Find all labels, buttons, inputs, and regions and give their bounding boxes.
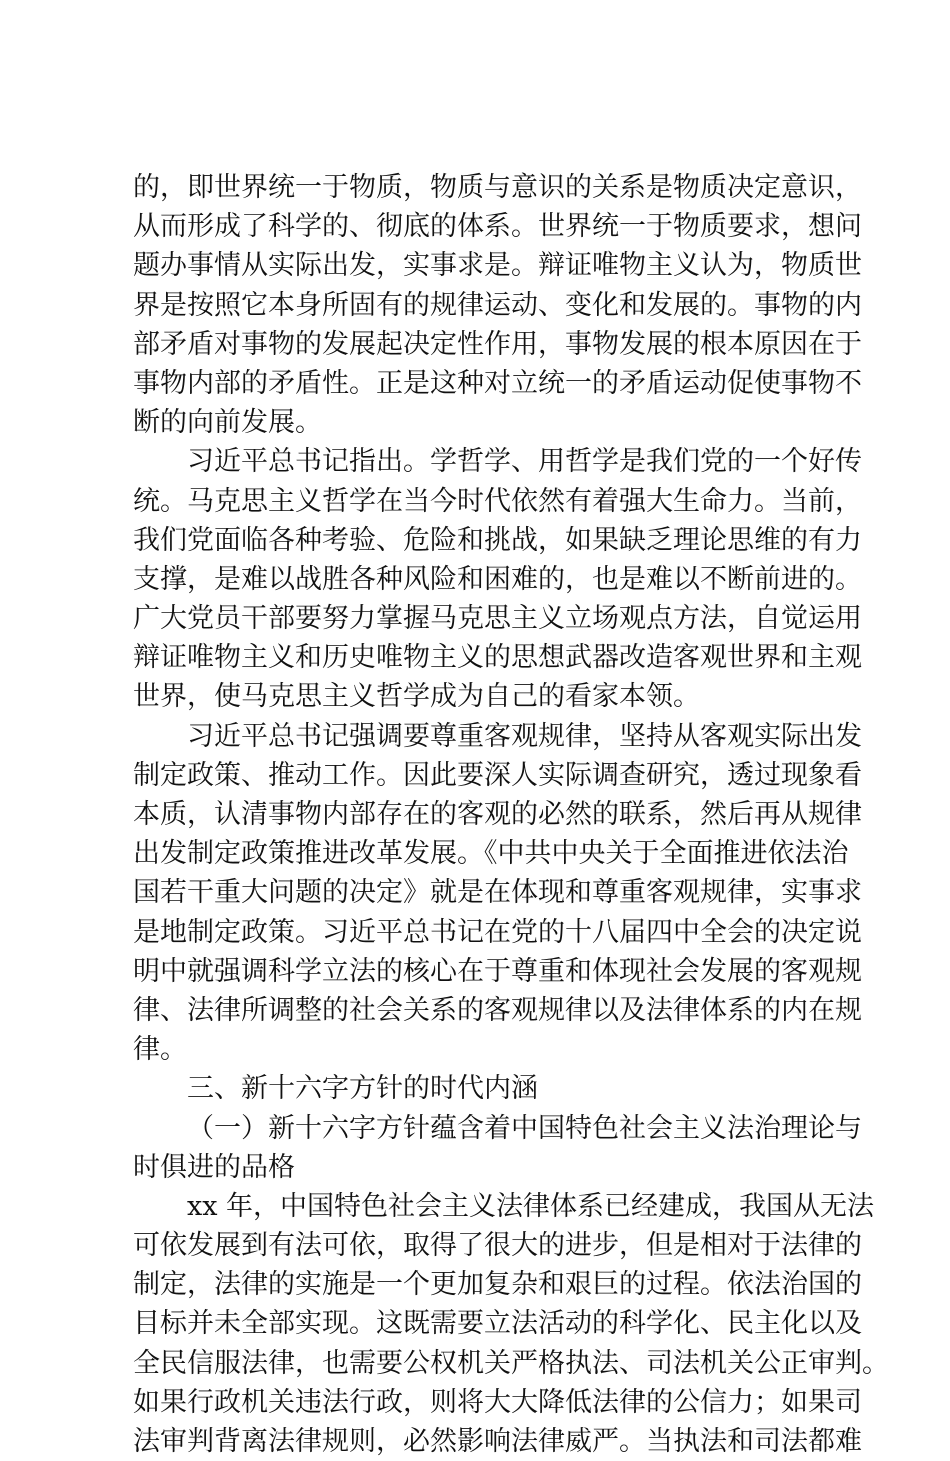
- text-line: 出发制定政策推进改革发展。《中共中央关于全面推进依法治: [133, 838, 849, 870]
- text-line: 法审判背离法律规则，必然影响法律威严。当执法和司法都难: [133, 1426, 862, 1457]
- text-line: 我们党面临各种考验、危险和挑战，如果缺乏理论思维的有力: [133, 524, 862, 556]
- subsection-heading-continued: 时俱进的品格: [133, 1151, 295, 1183]
- text-line: 从而形成了科学的、彻底的体系。世界统一于物质要求，想问: [133, 211, 862, 243]
- text-line: 本质，认清事物内部存在的客观的必然的联系，然后再从规律: [133, 799, 862, 830]
- text-line: 事物内部的矛盾性。正是这种对立统一的矛盾运动促使事物不: [133, 367, 862, 399]
- text-line: 部矛盾对事物的发展起决定性作用，事物发展的根本原因在于: [133, 328, 862, 360]
- text-line: 国若干重大问题的决定》就是在体现和尊重客观规律，实事求: [133, 877, 862, 909]
- text-line: 支撑，是难以战胜各种风险和困难的，也是难以不断前进的。: [133, 563, 862, 595]
- text-line: 目标并未全部实现。这既需要立法活动的科学化、民主化以及: [133, 1308, 862, 1340]
- text-line: 全民信服法律，也需要公权机关严格执法、司法机关公正审判。: [133, 1347, 889, 1379]
- text-line: 可依发展到有法可依，取得了很大的进步，但是相对于法律的: [133, 1230, 862, 1262]
- text-line: 断的向前发展。: [133, 407, 322, 439]
- paragraph-start-line: xx 年，中国特色社会主义法律体系已经建成，我国从无法: [187, 1190, 875, 1222]
- text-line: 世界，使马克思主义哲学成为自己的看家本领。: [133, 681, 700, 713]
- body-text: [133, 168, 889, 1461]
- text-line: 广大党员干部要努力掌握马克思主义立场观点方法，自觉运用: [133, 603, 862, 635]
- text-line: 如果行政机关违法行政，则将大大降低法律的公信力；如果司: [133, 1386, 862, 1418]
- text-line: 的，即世界统一于物质，物质与意识的关系是物质决定意识，: [133, 172, 862, 203]
- text-line: 律、法律所调整的社会关系的客观规律以及法律体系的内在规: [133, 994, 862, 1026]
- paragraph-start-line: 习近平总书记强调要尊重客观规律，坚持从客观实际出发: [187, 720, 862, 752]
- text-line: 明中就强调科学立法的核心在于尊重和体现社会发展的客观规: [133, 955, 862, 987]
- text-line: 制定，法律的实施是一个更加复杂和艰巨的过程。依法治国的: [133, 1269, 862, 1301]
- text-line: 统。马克思主义哲学在当今时代依然有着强大生命力。当前，: [133, 485, 862, 517]
- paragraph-start-line: 习近平总书记指出。学哲学、用哲学是我们党的一个好传: [187, 446, 862, 478]
- text-line: 辩证唯物主义和历史唯物主义的思想武器改造客观世界和主观: [133, 642, 862, 674]
- text-line: 界是按照它本身所固有的规律运动、变化和发展的。事物的内: [133, 289, 862, 321]
- text-line: 律。: [133, 1034, 187, 1066]
- text-line: 题办事情从实际出发，实事求是。辩证唯物主义认为，物质世: [133, 250, 862, 282]
- text-line: 制定政策、推动工作。因此要深人实际调查研究，透过现象看: [133, 759, 862, 791]
- section-heading: 三、新十六字方针的时代内涵: [187, 1073, 538, 1105]
- text-line: 是地制定政策。习近平总书记在党的十八届四中全会的决定说: [133, 916, 862, 948]
- subsection-heading: （一）新十六字方针蕴含着中国特色社会主义法治理论与: [187, 1112, 862, 1144]
